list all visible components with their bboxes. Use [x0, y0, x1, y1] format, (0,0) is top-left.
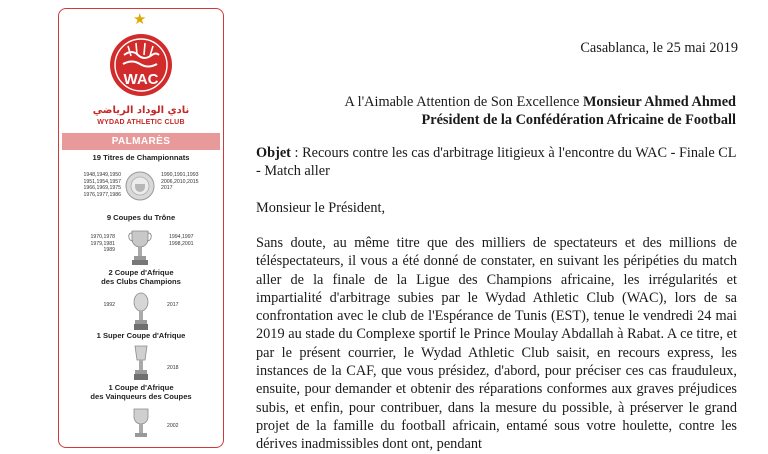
salutation: Monsieur le Président, — [256, 200, 386, 216]
letter-body: Sans doute, au même titre que des milliers de spectateurs et des millions de téléspectateurs, il vous a été donné de constater, en suivant les péripéties du match aller de la finale de la Ligue des Champions africaine, les irrégularités et impartialité d'arbitrage subies par le Wydad Athletic Club (WAC), lors de sa confrontation avec le club de l'Espérance de Tunis (EST), tenue le vendredi 24 mai 2019 au stade du Complexe sportif le Prince Moulay Abdallah à Rabat. A ce titre, et par le présent courrier, le Wydad Athletic Club saisit, en recours express, les instances de la CAF, que vous présidez, d'abord, pour préciser ces cas frauduleux, ensuite, pour demander et obtenir des réparations conformes aux graves préjudices subis, et enfin, pour contribuer, dans la mesure du possible, à préserver le grand projet de la famille du football africain, entamé sous votre houlette, contre les dérives inadmissibles dont ont, pendant — [256, 235, 737, 453]
section-champions-league-years-right: 2017 — [167, 302, 179, 308]
subject-text: : Recours contre les cas d'arbitrage litigieux à l'encontre du WAC - Finale CL - Match aller — [256, 145, 736, 179]
addressee-title: Président de la Confédération Africaine de Football — [421, 112, 736, 128]
section-throne-cups-years-left: 1970,1978 1979,1981 1989 — [90, 234, 115, 254]
club-name: WYDAD ATHLETIC CLUB — [97, 119, 185, 126]
section-champions-league-years-left: 1992 — [103, 302, 115, 308]
section-championships-years-left: 1948,1949,1950 1951,1954,1957 1966,1969,1975 1976,1977,1986 — [83, 172, 121, 198]
section-championships-years-right: 1990,1991,1993 2006,2010,2015 2017 — [161, 172, 199, 192]
addressee-line — [345, 94, 736, 111]
logo-wac-text: WAC — [123, 71, 159, 88]
section-throne-cups-title: 9 Coupes du Trône — [106, 213, 176, 222]
place-date: Casablanca, le 25 mai 2019 — [580, 40, 738, 56]
addressee-intro: A l'Aimable Attention de Son Excellence — [344, 94, 583, 110]
section-super-cup-years-right: 2018 — [167, 365, 179, 371]
section-throne-cups-years-right: 1994,1997 1998,2001 — [169, 234, 194, 247]
section-cup-winners-years-right: 2002 — [167, 423, 179, 429]
subject-line — [256, 145, 738, 181]
section-champions-league-title: 2 Coupe d'Afrique des Clubs Champions — [101, 268, 181, 287]
section-super-cup-title: 1 Super Coupe d'Afrique — [96, 331, 186, 340]
club-name-arabic: نادي الوداد الرياضي — [92, 105, 190, 116]
subject-label: Objet — [256, 145, 291, 161]
addressee-name: Monsieur Ahmed Ahmed — [582, 94, 736, 110]
palmares-banner: PALMARÈS — [62, 133, 220, 150]
star-icon: ★ — [133, 10, 147, 28]
section-championships-title: 19 Titres de Championnats — [92, 153, 190, 162]
section-cup-winners-title: 1 Coupe d'Afrique des Vainqueurs des Coupes — [90, 383, 192, 402]
